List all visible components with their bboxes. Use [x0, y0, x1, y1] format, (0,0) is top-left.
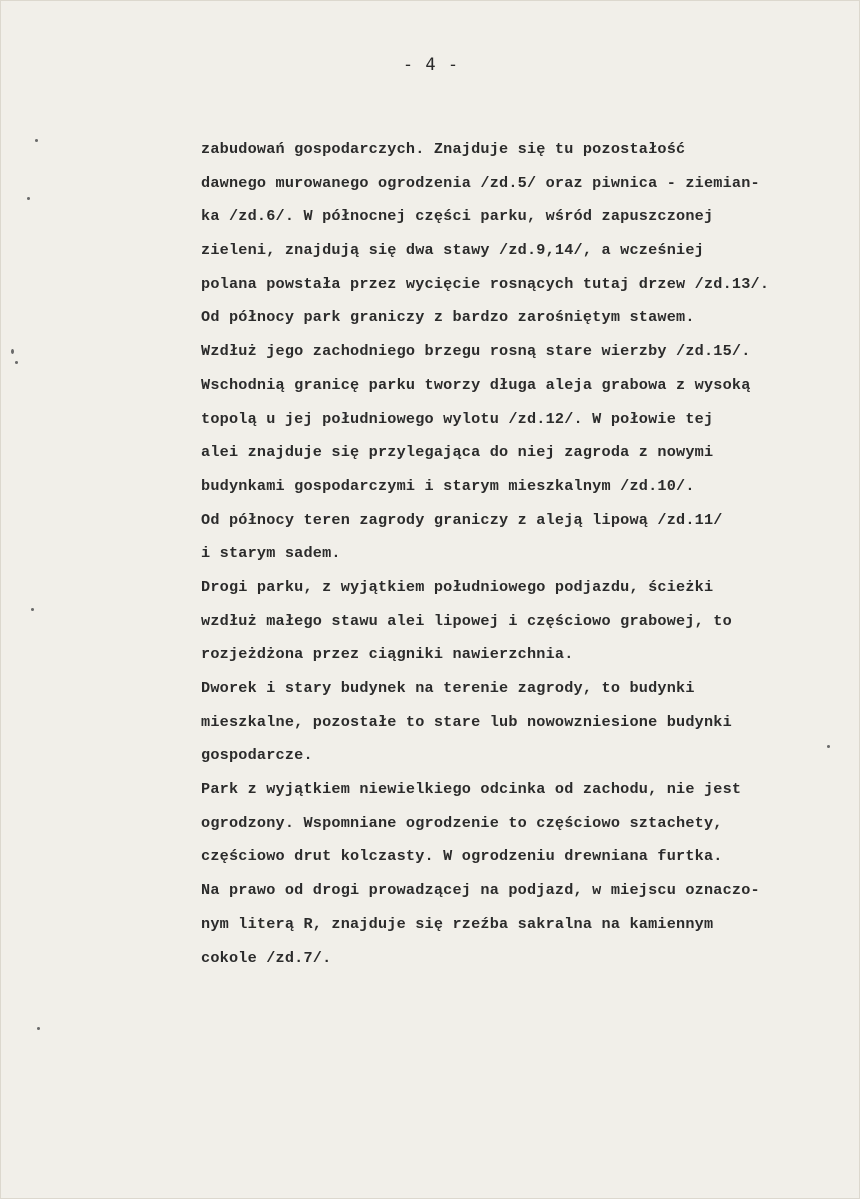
- text-line-8: Wschodnią granicę parku tworzy długa aleja grabowa z wysoką: [201, 375, 751, 394]
- text-line-3: ka /zd.6/. W północnej części parku, wśród zapuszczonej: [201, 207, 714, 226]
- text-line-25: cokole /zd.7/.: [201, 948, 332, 967]
- text-line-19: gospodarcze.: [201, 746, 313, 765]
- text-line-18: mieszkalne, pozostałe to stare lub nowowzniesione budynki: [201, 712, 732, 731]
- text-line-12: Od północy teren zagrody graniczy z aleją lipową /zd.11/: [201, 510, 723, 529]
- scan-speck: [37, 1027, 40, 1030]
- scan-speck: [827, 745, 830, 748]
- text-line-15: wzdłuż małego stawu alei lipowej i częściowo grabowej, to: [201, 611, 732, 630]
- text-line-6: Od północy park graniczy z bardzo zarośniętym stawem.: [201, 308, 695, 327]
- scan-speck: [11, 349, 14, 354]
- text-line-4: zieleni, znajdują się dwa stawy /zd.9,14/, a wcześniej: [201, 241, 704, 260]
- text-line-21: ogrodzony. Wspomniane ogrodzenie to częściowo sztachety,: [201, 813, 723, 832]
- scan-speck: [15, 361, 18, 364]
- text-line-17: Dworek i stary budynek na terenie zagrody, to budynki: [201, 679, 695, 697]
- text-line-7: Wzdłuż jego zachodniego brzegu rosną stare wierzby /zd.15/.: [201, 342, 751, 361]
- body-text: [201, 133, 851, 975]
- text-line-16: rozjeżdżona przez ciągniki nawierzchnia.: [201, 645, 574, 664]
- scan-speck: [27, 197, 30, 200]
- text-line-5: polana powstała przez wycięcie rosnących tutaj drzew /zd.13/.: [201, 274, 770, 293]
- text-line-1: zabudowań gospodarczych. Znajduje się tu pozostałość: [201, 140, 686, 158]
- text-line-11: budynkami gospodarczymi i starym mieszkalnym /zd.10/.: [201, 476, 695, 495]
- text-line-13: i starym sadem.: [201, 544, 341, 563]
- text-line-23: Na prawo od drogi prowadzącej na podjazd, w miejscu oznaczo-: [201, 881, 760, 900]
- text-line-9: topolą u jej południowego wylotu /zd.12/. W połowie tej: [201, 409, 714, 428]
- text-line-22: częściowo drut kolczasty. W ogrodzeniu drewniana furtka.: [201, 847, 723, 866]
- text-line-14: Drogi parku, z wyjątkiem południowego podjazdu, ścieżki: [201, 577, 714, 596]
- text-line-24: nym literą R, znajduje się rzeźba sakralna na kamiennym: [201, 914, 714, 933]
- text-line-10: alei znajduje się przylegająca do niej zagroda z nowymi: [201, 443, 714, 462]
- page-number: - 4 -: [402, 55, 460, 75]
- text-line-20: Park z wyjątkiem niewielkiego odcinka od zachodu, nie jest: [201, 780, 742, 799]
- scan-speck: [35, 139, 38, 142]
- text-line-2: dawnego murowanego ogrodzenia /zd.5/ oraz piwnica - ziemian-: [201, 173, 760, 192]
- scan-speck: [31, 608, 34, 611]
